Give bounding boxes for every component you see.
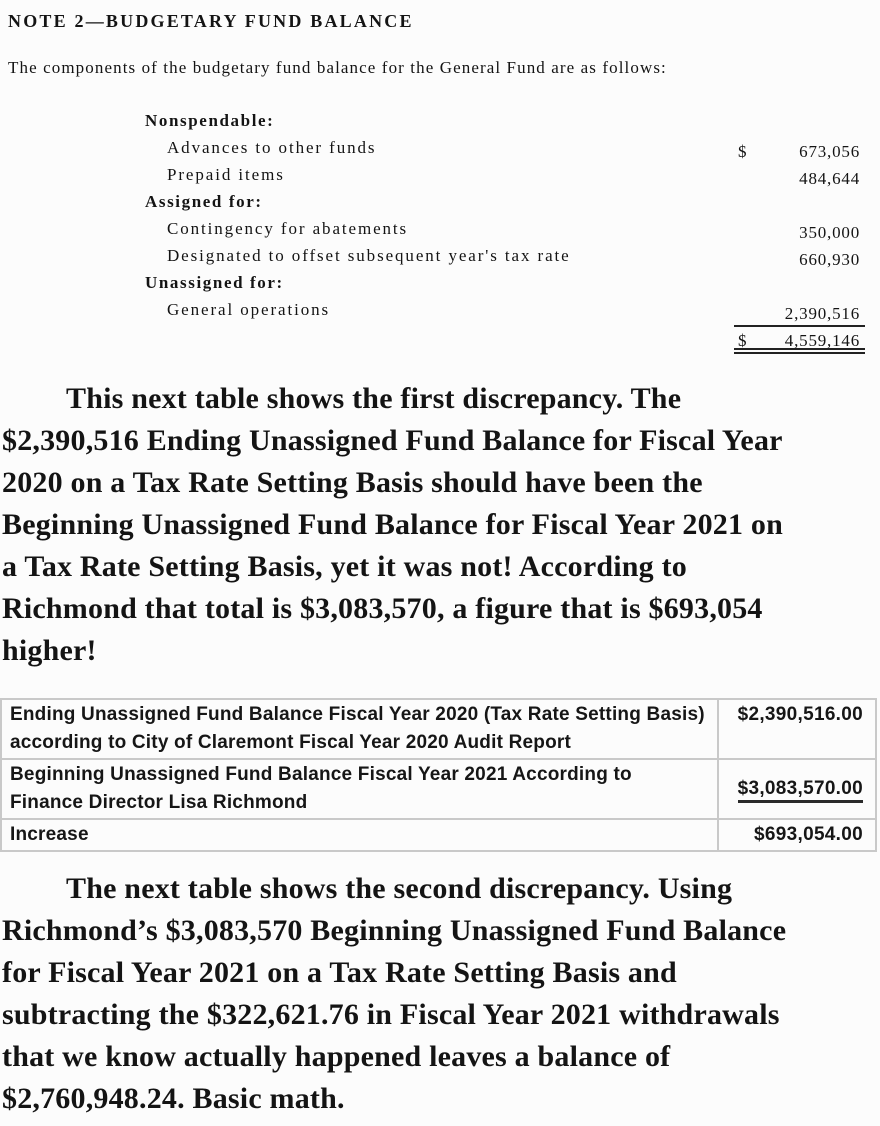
table-cell-label: Increase: [1, 819, 718, 851]
amount-value: 660,930: [799, 250, 860, 269]
page-title: NOTE 2—BUDGETARY FUND BALANCE: [8, 11, 414, 31]
statement-amount: [734, 219, 865, 246]
paragraph-line: for Fiscal Year 2021 on a Tax Rate Setting Basis and: [2, 956, 677, 989]
statement-row: [145, 300, 865, 327]
table-row: [1, 819, 876, 851]
statement-amount: [734, 165, 865, 192]
statement-row: [145, 219, 865, 246]
paragraph-line: $2,760,948.24. Basic math.: [2, 1082, 345, 1115]
table-row: [1, 759, 876, 819]
statement-amount: [734, 111, 865, 138]
statement-amount: [734, 246, 865, 273]
paragraph-line: subtracting the $322,621.76 in Fiscal Year 2021 withdrawals: [2, 998, 780, 1031]
table-cell-amount: $2,390,516.00: [718, 699, 876, 759]
paragraph-second-discrepancy: [0, 868, 880, 1120]
statement-section-label: Assigned for:: [145, 192, 263, 211]
statement-amount: [734, 138, 865, 165]
statement-total-row: [145, 327, 865, 354]
paragraph-line: $2,390,516 Ending Unassigned Fund Balance for Fiscal Year: [2, 424, 783, 457]
table-cell-label: Beginning Unassigned Fund Balance Fiscal Year 2021 According to Finance Director Lisa Richmond: [1, 759, 718, 819]
statement-item-label: General operations: [167, 300, 331, 319]
paragraph-line: Beginning Unassigned Fund Balance for Fiscal Year 2021 on: [2, 508, 783, 541]
statement-row: [145, 138, 865, 165]
table-cell-amount: [718, 759, 876, 819]
statement-row: [145, 273, 865, 300]
paragraph-line: that we know actually happened leaves a balance of: [2, 1040, 671, 1073]
statement-item-label: Advances to other funds: [167, 138, 377, 157]
statement-total-amount: [734, 327, 865, 354]
statement-item-label: Prepaid items: [167, 165, 285, 184]
discrepancy-table: [0, 698, 877, 852]
statement-section-label: Nonspendable:: [145, 111, 275, 130]
statement-row: [145, 111, 865, 138]
paragraph-line: Richmond’s $3,083,570 Beginning Unassigned Fund Balance: [2, 914, 787, 947]
paragraph-line: higher!: [2, 634, 97, 667]
table-cell-label: Ending Unassigned Fund Balance Fiscal Year 2020 (Tax Rate Setting Basis) according to City of Claremont Fiscal Year 2020 Audit Report: [1, 699, 718, 759]
statement-row: [145, 165, 865, 192]
fund-balance-statement: [145, 111, 865, 354]
amount-value: 673,056: [799, 142, 860, 161]
paragraph-line: This next table shows the first discrepancy. The: [66, 382, 682, 415]
paragraph-line: The next table shows the second discrepancy. Using: [66, 872, 733, 905]
statement-amount-subtotal: [734, 300, 865, 327]
statement-row: [145, 246, 865, 273]
amount-value: 2,390,516: [784, 304, 860, 323]
amount-value: 350,000: [799, 223, 860, 242]
table-row: [1, 699, 876, 759]
paragraph-first-discrepancy: [0, 378, 880, 672]
statement-item-label: Contingency for abatements: [167, 219, 409, 238]
dollar-sign: $: [738, 142, 748, 161]
statement-amount: [734, 192, 865, 219]
intro-text: The components of the budgetary fund balance for the General Fund are as follows:: [8, 58, 667, 77]
statement-section-label: Unassigned for:: [145, 273, 284, 292]
amount-value: 4,559,146: [784, 331, 860, 350]
paragraph-line: 2020 on a Tax Rate Setting Basis should have been the: [2, 466, 703, 499]
statement-amount: [734, 273, 865, 300]
table-cell-amount: $693,054.00: [718, 819, 876, 851]
dollar-sign: $: [738, 331, 748, 350]
statement-row: [145, 192, 865, 219]
paragraph-line: a Tax Rate Setting Basis, yet it was not! According to: [2, 550, 687, 583]
underlined-amount: $3,083,570.00: [738, 778, 863, 803]
paragraph-line: Richmond that total is $3,083,570, a figure that is $693,054: [2, 592, 763, 625]
statement-item-label: Designated to offset subsequent year's tax rate: [167, 246, 571, 265]
amount-value: 484,644: [799, 169, 860, 188]
